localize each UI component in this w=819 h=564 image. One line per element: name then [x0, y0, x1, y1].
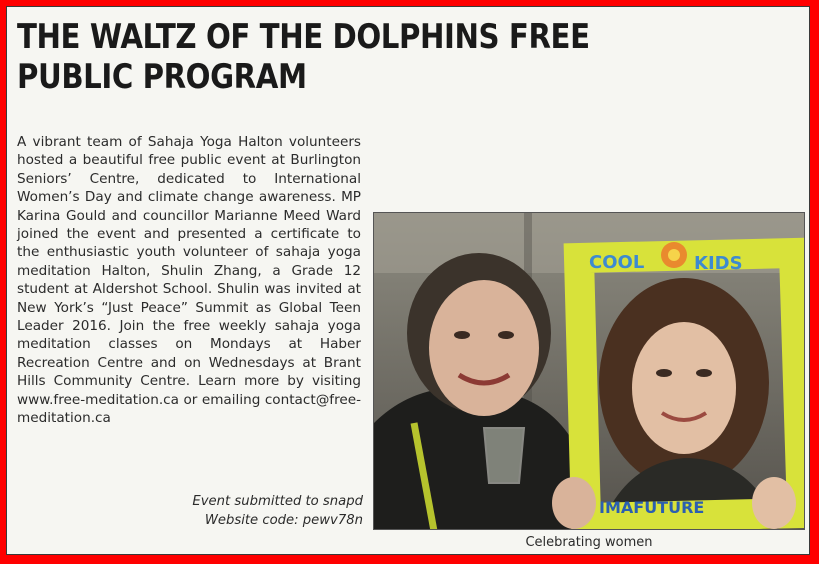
right-person-face [632, 322, 736, 454]
event-photo [373, 212, 805, 530]
event-photo-illustration [374, 213, 805, 530]
newspaper-clipping [6, 6, 810, 555]
credit-line-website-code: Website code: pewv78n [204, 512, 363, 528]
frame-bottom-text: IMAFUTURE [599, 498, 705, 517]
article-body-text: A vibrant team of Sahaja Yoga Halton volunteers hosted a beautiful free public event at Burlington Seniors’ Centre, dedicated to International Women’s Day and climate change awareness. MP Karina Gould and councillor Marianne Meed Ward joined the event and presented a certificate to the enthusiastic youth volunteer of sahaja yoga meditation Halton, Shulin Zhang, a Grade 12 student at Aldershot School. Shulin was invited at New York’s “Just Peace” Summit as Global Teen Leader 2016. Join the free weekly sahaja yoga meditation classes on Mondays at Haber Recreation Centre and on Wednesdays at Brant Hills Community Centre. Learn more by visiting www.free-meditation.ca or emailing contact@free-meditation.ca [17, 134, 361, 427]
submission-credit [17, 493, 363, 530]
wine-glass [484, 428, 524, 483]
left-person-face [429, 280, 539, 416]
credit-line-source: Event submitted to snapd [192, 494, 363, 509]
svg-text:KIDS: KIDS [694, 253, 743, 274]
frame-top-text: COOL [589, 252, 645, 273]
photo-caption: Celebrating women [525, 535, 653, 550]
article-headline: THE WALTZ OF THE DOLPHINS FREE PUBLIC PROGRAM [17, 17, 590, 97]
